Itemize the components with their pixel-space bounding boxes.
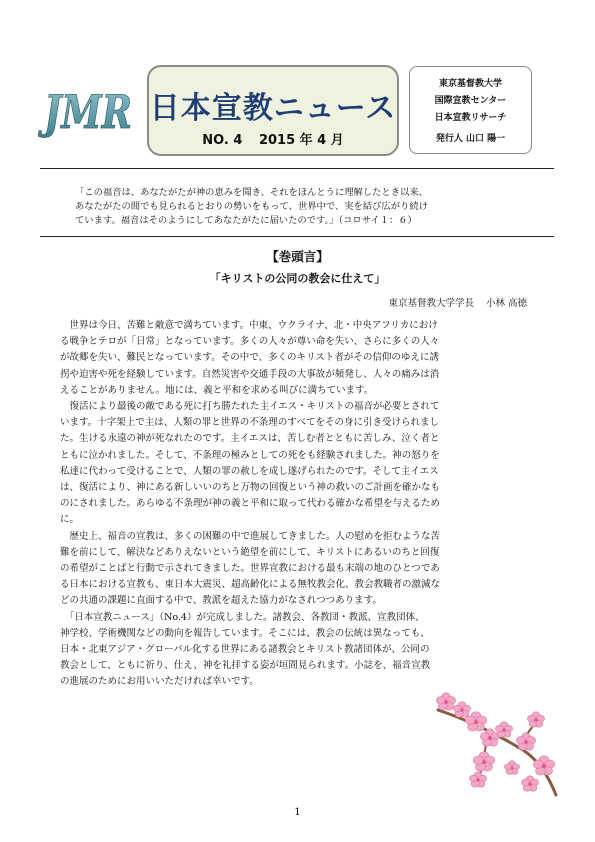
blossom-flower — [516, 733, 535, 750]
publisher-line: 日本宣教リサーチ — [434, 113, 507, 123]
epigraph — [75, 186, 515, 228]
page-number: 1 — [294, 807, 301, 818]
publisher-box — [409, 66, 532, 154]
epigraph-line: あなたがたの間でも見られるとおりの勢いをもって、世界中で、実を結び広がり続け — [75, 201, 428, 212]
article-paragraph-line: どの共通の課題に直面する中で、教派を超えた協力がなされつつあります。 — [60, 595, 382, 607]
article-paragraph-line: 世界は今日、苦難と敵意で満ちています。中東、ウクライナ、北・中央アフリカにおけ — [60, 320, 438, 331]
article-paragraph-line: 日本・北東アジア・グローバル化する世界にある諸教会とキリスト教諸団体が、公同の — [60, 644, 430, 656]
article-paragraph-line: の希望がことばと行動で示されてきました。世界宣教における最も末端の地のひとつであ — [60, 563, 440, 575]
article-paragraph-line: る日本における宣教も、東日本大震災、超高齢化による無牧教会化、教会教職者の激減な — [60, 579, 441, 591]
blossom-flower — [469, 772, 486, 787]
epigraph-line: ています。福音はそのようにしてあなたがたに届いたのです。」（コロサイ１：６） — [75, 215, 417, 226]
header-divider — [40, 168, 554, 169]
logo-text: JMR — [37, 85, 132, 139]
publisher-person: 発行人 山口 陽一 — [435, 134, 506, 144]
article-body — [60, 318, 540, 691]
article-paragraph-line: 私達に代わって受けることで、人類の罪の赦しを成し遂げられたのです。そして主イエス — [60, 465, 439, 477]
article-paragraph-line: た。生ける永遠の神が死なれたのです。主イエスは、苦しむ者とともに苦しみ、泣く者と — [60, 433, 440, 445]
article-paragraph-line: に。 — [60, 514, 80, 526]
article-paragraph-line: ともに泣かれました。そして、不条理の極みとしての死をも経験されました。神の怒りを — [60, 449, 440, 461]
blossom-flower — [505, 761, 520, 774]
blossom-flower — [533, 756, 554, 775]
blossom-flower — [473, 752, 494, 771]
epigraph-divider — [40, 236, 554, 237]
article-paragraph-line: 「日本宣教ニュース」（No.4）が完成しました。諸教会、各教団・教派、宣教団体、 — [60, 611, 425, 623]
article-paragraph-line: えることがありません。地には、義と平和を求める叫びに満ちています。 — [60, 384, 374, 396]
article-paragraph-line: 拐や迫害や死を経験しています。自然災害や交通手段の大事故が頻発し、人々の痛みは消 — [60, 368, 440, 380]
blossom-flower — [527, 712, 544, 727]
article-paragraph-line: 難を前にして、解決などありえないという絶望を前にして、キリストにあるいのちと回復 — [60, 546, 440, 558]
issue-number: NO. 4 — [202, 133, 243, 148]
article-paragraph-line: のにされました。あらゆる不条理が神の義と平和に取って代わる確かな希望を与えるため — [60, 498, 441, 510]
article-paragraph-line: 歴史上、福音の宣教は、多くの困難の中で進展してきました。人の慰めを拒むような苦 — [60, 530, 441, 542]
article-paragraph-line: の進展のためにお用いいただければ幸いです。 — [60, 676, 259, 688]
cherry-blossom-icon — [428, 680, 560, 802]
epigraph-line: 「この福音は、あなたがたが神の恵みを聞き、それをほんとうに理解したとき以来、 — [75, 187, 428, 198]
blossom-flower — [495, 722, 512, 737]
issue-date: 2015 年 4 月 — [258, 133, 344, 148]
article-paragraph-line: 復活により最後の敵である死に打ち勝たれた主イエス・キリストの福音が必要とされて — [60, 401, 440, 413]
author-name: 小林 高徳 — [485, 298, 527, 309]
article-paragraph-line: る戦争とテロが「日常」となっています。多くの人々が尊い命を失い、さらに多くの人々 — [60, 336, 440, 348]
blossom-flower — [436, 693, 455, 710]
blossom-flower — [453, 702, 470, 717]
article-paragraph-line: 神学校、学術機関などの動向を報告しています。そこには、教会の伝統は異なっても、 — [60, 627, 430, 639]
article-paragraph-line: います。十字架上で主は、人類の罪と世界の不条理のすべてをその身に引き受けられまし — [60, 417, 440, 429]
author-affiliation: 東京基督教大学学長 — [388, 298, 474, 309]
section-heading: 【巻頭言】 — [266, 249, 329, 264]
newsletter-title: 日本宣教ニュース — [149, 91, 397, 126]
issue-info — [149, 129, 397, 148]
jmr-logo-icon — [37, 66, 138, 154]
masthead-title-box — [147, 65, 399, 156]
article-paragraph-line: が故郷を失い、難民となっています。その中で、多くのキリスト者がその信仰のゆえに誘 — [60, 352, 439, 364]
blossom-flower — [521, 776, 538, 791]
author-byline — [388, 295, 527, 309]
article-paragraph-line: は、復活により、神にある新しいいのちと万物の回復という神の救いのご計画を確かなも — [60, 482, 441, 494]
article-paragraph-line: 教会として、ともに祈り、仕え、神を礼拝する姿が垣間見られます。小誌を、福音宣教 — [60, 660, 431, 672]
article-title: 「キリストの公同の教会に仕えて」 — [209, 272, 386, 285]
publisher-line: 東京基督教大学 — [438, 79, 502, 89]
publisher-line: 国際宣教センター — [434, 96, 507, 106]
